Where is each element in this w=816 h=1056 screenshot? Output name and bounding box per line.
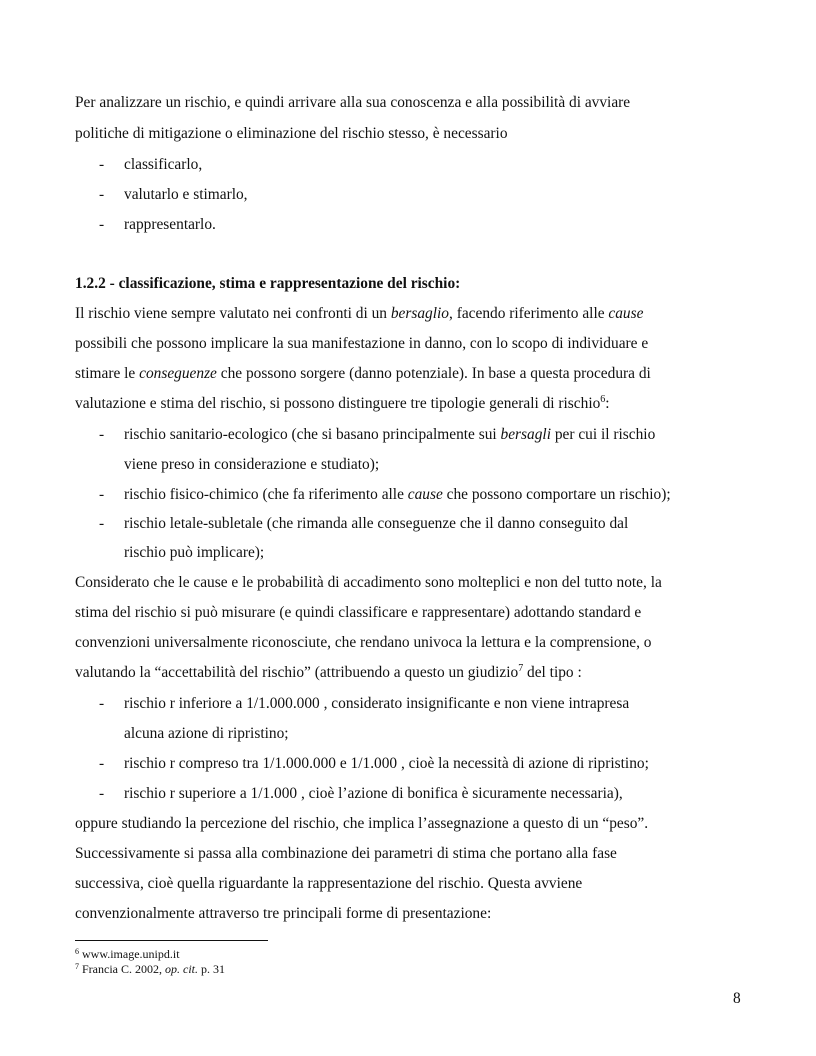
- paragraph-line: Il rischio viene sempre valutato nei confronti di un bersaglio, facendo riferimento alle cause: [75, 305, 644, 322]
- list-item: classificarlo,: [124, 156, 203, 173]
- paragraph-line: convenzionalmente attraverso tre principali forme di presentazione:: [75, 905, 492, 922]
- footnote-separator: [75, 940, 268, 941]
- intro-line-2: politiche di mitigazione o eliminazione del rischio stesso, è necessario: [75, 125, 508, 142]
- list-item: rischio letale-subletale (che rimanda alle conseguenze che il danno conseguito dal: [124, 515, 629, 532]
- list-item: rischio r inferiore a 1/1.000.000 , considerato insignificante e non viene intrapresa: [124, 695, 630, 712]
- paragraph-line: Considerato che le cause e le probabilità di accadimento sono molteplici e non del tutto note, la: [75, 574, 662, 591]
- paragraph-line: valutazione e stima del rischio, si possono distinguere tre tipologie generali di rischio$^6$:: [75, 394, 610, 412]
- bullet-dash: -: [99, 515, 105, 532]
- bullet-dash: -: [99, 426, 105, 443]
- paragraph-line: Successivamente si passa alla combinazione dei parametri di stima che portano alla fase: [75, 845, 617, 862]
- bullet-dash: -: [99, 216, 105, 233]
- bullet-dash: -: [99, 785, 105, 802]
- list-item: rappresentarlo.: [124, 216, 216, 233]
- paragraph-line: successiva, cioè quella riguardante la rappresentazione del rischio. Questa avviene: [75, 875, 583, 892]
- page-number: 8: [733, 990, 741, 1007]
- paragraph-line: oppure studiando la percezione del rischio, che implica l’assegnazione a questo di un “peso”.: [75, 815, 649, 832]
- footnote-link[interactable]: www.image.unipd.it: [79, 947, 180, 961]
- footnote-ref: 6: [600, 394, 606, 405]
- list-item: rischio r compreso tra 1/1.000.000 e 1/1.000 , cioè la necessità di azione di ripristino;: [124, 755, 649, 772]
- list-item: rischio fisico-chimico (che fa riferimento alle cause che possono comportare un rischio);: [124, 486, 671, 503]
- bullet-dash: -: [99, 486, 105, 503]
- paragraph-line: possibili che possono implicare la sua manifestazione in danno, con lo scopo di individuare e: [75, 335, 649, 352]
- list-item-continuation: alcuna azione di ripristino;: [124, 725, 289, 742]
- footnote: $^6$ www.image.unipd.it: [75, 947, 180, 961]
- list-item-continuation: viene preso in considerazione e studiato);: [124, 456, 380, 473]
- list-item: valutarlo e stimarlo,: [124, 186, 248, 203]
- paragraph-line: valutando la “accettabilità del rischio” (attribuendo a questo un giudizio$^7$ del tipo :: [75, 663, 582, 681]
- list-item: rischio r superiore a 1/1.000 , cioè l’azione di bonifica è sicuramente necessaria),: [124, 785, 623, 802]
- paragraph-line: convenzioni universalmente riconosciute, che rendano univoca la lettura e la comprensione, o: [75, 634, 652, 651]
- section-heading: 1.2.2 - classificazione, stima e rappresentazione del rischio:: [75, 275, 461, 292]
- paragraph-line: stimare le conseguenze che possono sorgere (danno potenziale). In base a questa procedura di: [75, 365, 651, 382]
- intro-line-1: Per analizzare un rischio, e quindi arrivare alla sua conoscenza e alla possibilità di avviare: [75, 94, 631, 111]
- paragraph-line: stima del rischio si può misurare (e quindi classificare e rappresentare) adottando standard e: [75, 604, 642, 621]
- list-item-continuation: rischio può implicare);: [124, 544, 265, 561]
- bullet-dash: -: [99, 186, 105, 203]
- list-item: rischio sanitario-ecologico (che si basano principalmente sui bersagli per cui il rischio: [124, 426, 656, 443]
- bullet-dash: -: [99, 695, 105, 712]
- footnote: $^7$ Francia C. 2002, op. cit. p. 31: [75, 962, 225, 976]
- bullet-dash: -: [99, 755, 105, 772]
- footnote-ref: 7: [518, 663, 524, 674]
- bullet-dash: -: [99, 156, 105, 173]
